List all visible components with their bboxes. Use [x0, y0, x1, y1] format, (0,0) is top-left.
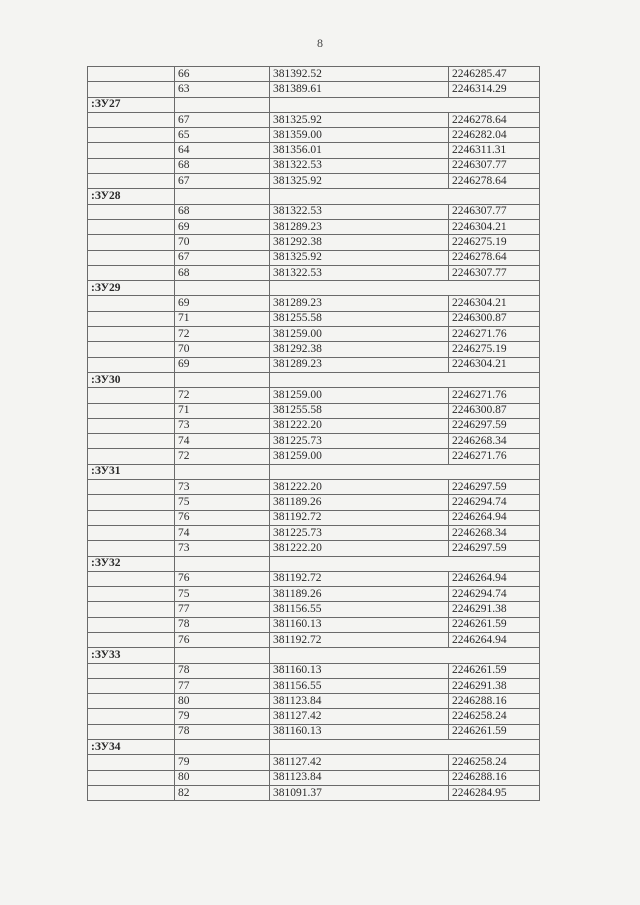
point-number-cell: 72	[175, 388, 270, 403]
empty-cell	[88, 449, 175, 464]
point-number-cell: 79	[175, 709, 270, 724]
point-number-cell: 68	[175, 204, 270, 219]
y-coordinate-cell: 2246258.24	[449, 755, 540, 770]
x-coordinate-cell: 381255.58	[270, 311, 449, 326]
empty-cell	[88, 480, 175, 495]
x-coordinate-cell: 381325.92	[270, 250, 449, 265]
point-number-cell: 76	[175, 571, 270, 586]
y-coordinate-cell: 2246261.59	[449, 663, 540, 678]
empty-cell	[88, 587, 175, 602]
x-coordinate-cell: 381160.13	[270, 617, 449, 632]
table-row	[88, 296, 540, 311]
table-row	[88, 724, 540, 739]
x-coordinate-cell: 381192.72	[270, 510, 449, 525]
x-coordinate-cell: 381356.01	[270, 143, 449, 158]
y-coordinate-cell: 2246307.77	[449, 204, 540, 219]
table-row	[88, 311, 540, 326]
empty-cell	[88, 143, 175, 158]
table-row	[88, 265, 540, 280]
x-coordinate-cell: 381127.42	[270, 755, 449, 770]
empty-cell	[270, 281, 540, 296]
table-row	[88, 571, 540, 586]
y-coordinate-cell: 2246285.47	[449, 67, 540, 82]
coordinates-table	[87, 66, 540, 801]
point-number-cell: 69	[175, 357, 270, 372]
empty-cell	[88, 327, 175, 342]
x-coordinate-cell: 381322.53	[270, 204, 449, 219]
section-header-row	[88, 281, 540, 296]
x-coordinate-cell: 381123.84	[270, 770, 449, 785]
point-number-cell: 70	[175, 342, 270, 357]
empty-cell	[175, 740, 270, 755]
x-coordinate-cell: 381325.92	[270, 174, 449, 189]
table-row	[88, 587, 540, 602]
point-number-cell: 71	[175, 403, 270, 418]
y-coordinate-cell: 2246261.59	[449, 724, 540, 739]
table-row	[88, 694, 540, 709]
point-number-cell: 79	[175, 755, 270, 770]
empty-cell	[88, 525, 175, 540]
empty-cell	[88, 357, 175, 372]
y-coordinate-cell: 2246294.74	[449, 587, 540, 602]
x-coordinate-cell: 381225.73	[270, 434, 449, 449]
point-number-cell: 76	[175, 632, 270, 647]
table-row	[88, 709, 540, 724]
table-row	[88, 357, 540, 372]
empty-cell	[88, 265, 175, 280]
empty-cell	[88, 311, 175, 326]
table-row	[88, 602, 540, 617]
y-coordinate-cell: 2246271.76	[449, 327, 540, 342]
point-number-cell: 76	[175, 510, 270, 525]
table-row	[88, 785, 540, 800]
empty-cell	[88, 709, 175, 724]
x-coordinate-cell: 381255.58	[270, 403, 449, 418]
point-number-cell: 78	[175, 663, 270, 678]
y-coordinate-cell: 2246258.24	[449, 709, 540, 724]
x-coordinate-cell: 381222.20	[270, 418, 449, 433]
x-coordinate-cell: 381192.72	[270, 632, 449, 647]
table-row	[88, 403, 540, 418]
point-number-cell: 66	[175, 67, 270, 82]
y-coordinate-cell: 2246264.94	[449, 571, 540, 586]
table-row	[88, 678, 540, 693]
table-row	[88, 510, 540, 525]
point-number-cell: 75	[175, 587, 270, 602]
point-number-cell: 75	[175, 495, 270, 510]
y-coordinate-cell: 2246271.76	[449, 449, 540, 464]
empty-cell	[88, 617, 175, 632]
point-number-cell: 73	[175, 541, 270, 556]
y-coordinate-cell: 2246304.21	[449, 296, 540, 311]
y-coordinate-cell: 2246268.34	[449, 434, 540, 449]
x-coordinate-cell: 381259.00	[270, 327, 449, 342]
x-coordinate-cell: 381292.38	[270, 342, 449, 357]
section-header-row	[88, 97, 540, 112]
point-number-cell: 67	[175, 174, 270, 189]
parcel-label: :ЗУ27	[88, 97, 175, 112]
table-row	[88, 250, 540, 265]
y-coordinate-cell: 2246297.59	[449, 418, 540, 433]
point-number-cell: 63	[175, 82, 270, 97]
empty-cell	[270, 464, 540, 479]
point-number-cell: 64	[175, 143, 270, 158]
empty-cell	[88, 235, 175, 250]
empty-cell	[88, 434, 175, 449]
empty-cell	[88, 785, 175, 800]
y-coordinate-cell: 2246278.64	[449, 174, 540, 189]
point-number-cell: 65	[175, 128, 270, 143]
point-number-cell: 69	[175, 219, 270, 234]
point-number-cell: 77	[175, 678, 270, 693]
empty-cell	[88, 694, 175, 709]
y-coordinate-cell: 2246264.94	[449, 510, 540, 525]
table-row	[88, 388, 540, 403]
parcel-label: :ЗУ33	[88, 648, 175, 663]
point-number-cell: 73	[175, 480, 270, 495]
parcel-label: :ЗУ28	[88, 189, 175, 204]
empty-cell	[270, 740, 540, 755]
table-row	[88, 204, 540, 219]
x-coordinate-cell: 381160.13	[270, 663, 449, 678]
section-header-row	[88, 648, 540, 663]
y-coordinate-cell: 2246261.59	[449, 617, 540, 632]
y-coordinate-cell: 2246288.16	[449, 770, 540, 785]
point-number-cell: 68	[175, 265, 270, 280]
x-coordinate-cell: 381222.20	[270, 480, 449, 495]
x-coordinate-cell: 381189.26	[270, 495, 449, 510]
x-coordinate-cell: 381222.20	[270, 541, 449, 556]
table-row	[88, 480, 540, 495]
y-coordinate-cell: 2246294.74	[449, 495, 540, 510]
x-coordinate-cell: 381392.52	[270, 67, 449, 82]
point-number-cell: 80	[175, 694, 270, 709]
x-coordinate-cell: 381192.72	[270, 571, 449, 586]
x-coordinate-cell: 381156.55	[270, 678, 449, 693]
point-number-cell: 77	[175, 602, 270, 617]
y-coordinate-cell: 2246297.59	[449, 480, 540, 495]
empty-cell	[88, 724, 175, 739]
table-row	[88, 525, 540, 540]
empty-cell	[88, 755, 175, 770]
x-coordinate-cell: 381289.23	[270, 219, 449, 234]
empty-cell	[88, 678, 175, 693]
empty-cell	[175, 281, 270, 296]
y-coordinate-cell: 2246284.95	[449, 785, 540, 800]
table-row	[88, 770, 540, 785]
empty-cell	[175, 464, 270, 479]
point-number-cell: 78	[175, 617, 270, 632]
empty-cell	[175, 97, 270, 112]
point-number-cell: 68	[175, 158, 270, 173]
y-coordinate-cell: 2246278.64	[449, 112, 540, 127]
empty-cell	[175, 648, 270, 663]
point-number-cell: 80	[175, 770, 270, 785]
x-coordinate-cell: 381091.37	[270, 785, 449, 800]
y-coordinate-cell: 2246271.76	[449, 388, 540, 403]
y-coordinate-cell: 2246291.38	[449, 678, 540, 693]
coordinates-table-body	[88, 67, 540, 801]
point-number-cell: 70	[175, 235, 270, 250]
table-row	[88, 541, 540, 556]
x-coordinate-cell: 381123.84	[270, 694, 449, 709]
point-number-cell: 74	[175, 525, 270, 540]
point-number-cell: 67	[175, 112, 270, 127]
empty-cell	[175, 372, 270, 387]
x-coordinate-cell: 381322.53	[270, 158, 449, 173]
empty-cell	[270, 648, 540, 663]
table-row	[88, 418, 540, 433]
table-row	[88, 342, 540, 357]
point-number-cell: 82	[175, 785, 270, 800]
empty-cell	[88, 403, 175, 418]
section-header-row	[88, 556, 540, 571]
empty-cell	[88, 342, 175, 357]
empty-cell	[88, 219, 175, 234]
table-row	[88, 112, 540, 127]
table-row	[88, 617, 540, 632]
y-coordinate-cell: 2246314.29	[449, 82, 540, 97]
empty-cell	[88, 632, 175, 647]
table-row	[88, 174, 540, 189]
parcel-label: :ЗУ34	[88, 740, 175, 755]
table-row	[88, 632, 540, 647]
empty-cell	[175, 556, 270, 571]
section-header-row	[88, 740, 540, 755]
x-coordinate-cell: 381325.92	[270, 112, 449, 127]
empty-cell	[175, 189, 270, 204]
table-row	[88, 434, 540, 449]
empty-cell	[88, 112, 175, 127]
table-row	[88, 327, 540, 342]
x-coordinate-cell: 381259.00	[270, 449, 449, 464]
x-coordinate-cell: 381292.38	[270, 235, 449, 250]
section-header-row	[88, 464, 540, 479]
parcel-label: :ЗУ32	[88, 556, 175, 571]
y-coordinate-cell: 2246268.34	[449, 525, 540, 540]
table-row	[88, 158, 540, 173]
y-coordinate-cell: 2246300.87	[449, 403, 540, 418]
empty-cell	[270, 556, 540, 571]
table-row	[88, 663, 540, 678]
empty-cell	[88, 82, 175, 97]
x-coordinate-cell: 381156.55	[270, 602, 449, 617]
x-coordinate-cell: 381189.26	[270, 587, 449, 602]
x-coordinate-cell: 381389.61	[270, 82, 449, 97]
point-number-cell: 73	[175, 418, 270, 433]
parcel-label: :ЗУ31	[88, 464, 175, 479]
x-coordinate-cell: 381225.73	[270, 525, 449, 540]
y-coordinate-cell: 2246307.77	[449, 158, 540, 173]
y-coordinate-cell: 2246282.04	[449, 128, 540, 143]
empty-cell	[88, 663, 175, 678]
table-row	[88, 495, 540, 510]
parcel-label: :ЗУ30	[88, 372, 175, 387]
empty-cell	[88, 250, 175, 265]
table-row	[88, 755, 540, 770]
y-coordinate-cell: 2246278.64	[449, 250, 540, 265]
point-number-cell: 71	[175, 311, 270, 326]
empty-cell	[88, 296, 175, 311]
table-row	[88, 449, 540, 464]
x-coordinate-cell: 381322.53	[270, 265, 449, 280]
y-coordinate-cell: 2246275.19	[449, 235, 540, 250]
empty-cell	[88, 571, 175, 586]
x-coordinate-cell: 381127.42	[270, 709, 449, 724]
table-row	[88, 128, 540, 143]
section-header-row	[88, 372, 540, 387]
page-number: 8	[317, 36, 323, 50]
table-row	[88, 235, 540, 250]
empty-cell	[88, 770, 175, 785]
empty-cell	[88, 388, 175, 403]
empty-cell	[88, 541, 175, 556]
empty-cell	[270, 97, 540, 112]
y-coordinate-cell: 2246304.21	[449, 219, 540, 234]
empty-cell	[88, 418, 175, 433]
y-coordinate-cell: 2246300.87	[449, 311, 540, 326]
point-number-cell: 74	[175, 434, 270, 449]
empty-cell	[88, 495, 175, 510]
table-row	[88, 219, 540, 234]
point-number-cell: 72	[175, 449, 270, 464]
x-coordinate-cell: 381359.00	[270, 128, 449, 143]
table-row	[88, 67, 540, 82]
x-coordinate-cell: 381289.23	[270, 296, 449, 311]
empty-cell	[270, 372, 540, 387]
y-coordinate-cell: 2246297.59	[449, 541, 540, 556]
x-coordinate-cell: 381160.13	[270, 724, 449, 739]
y-coordinate-cell: 2246275.19	[449, 342, 540, 357]
x-coordinate-cell: 381289.23	[270, 357, 449, 372]
point-number-cell: 72	[175, 327, 270, 342]
point-number-cell: 69	[175, 296, 270, 311]
empty-cell	[88, 510, 175, 525]
empty-cell	[88, 174, 175, 189]
table-row	[88, 143, 540, 158]
y-coordinate-cell: 2246288.16	[449, 694, 540, 709]
y-coordinate-cell: 2246311.31	[449, 143, 540, 158]
parcel-label: :ЗУ29	[88, 281, 175, 296]
empty-cell	[88, 128, 175, 143]
empty-cell	[270, 189, 540, 204]
x-coordinate-cell: 381259.00	[270, 388, 449, 403]
point-number-cell: 78	[175, 724, 270, 739]
empty-cell	[88, 158, 175, 173]
empty-cell	[88, 67, 175, 82]
y-coordinate-cell: 2246304.21	[449, 357, 540, 372]
y-coordinate-cell: 2246291.38	[449, 602, 540, 617]
y-coordinate-cell: 2246307.77	[449, 265, 540, 280]
point-number-cell: 67	[175, 250, 270, 265]
empty-cell	[88, 204, 175, 219]
y-coordinate-cell: 2246264.94	[449, 632, 540, 647]
table-row	[88, 82, 540, 97]
empty-cell	[88, 602, 175, 617]
section-header-row	[88, 189, 540, 204]
